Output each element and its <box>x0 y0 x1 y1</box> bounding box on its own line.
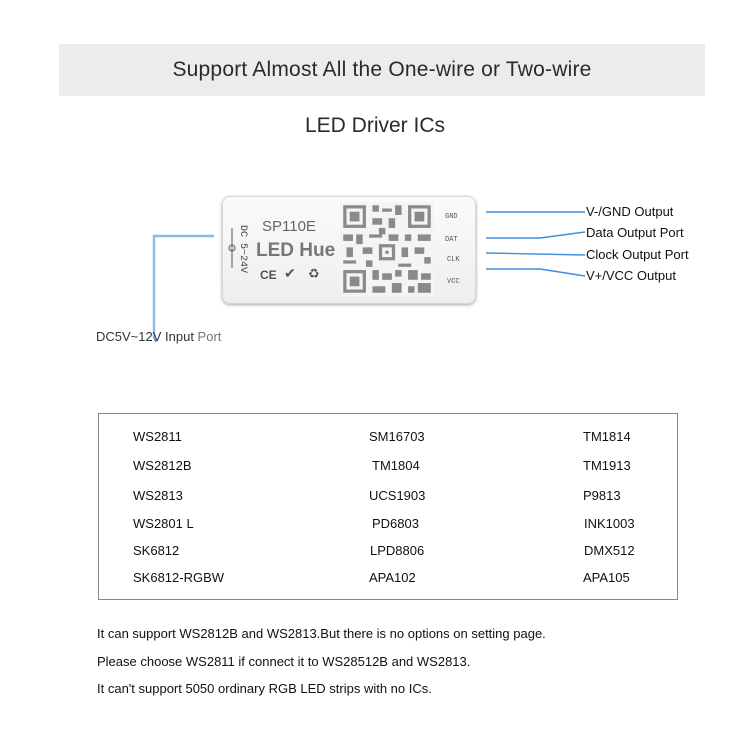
data-line <box>486 232 585 238</box>
ic-cell: WS2811 <box>133 429 182 444</box>
ic-cell: APA102 <box>369 570 416 585</box>
port-data-label: Data Output Port <box>586 225 684 240</box>
ic-cell: DMX512 <box>584 543 635 558</box>
note-line-2: Please choose WS2811 if connect it to WS28512B and WS2813. <box>97 654 471 669</box>
pin-gnd: GND <box>445 213 458 221</box>
ic-cell: P9813 <box>583 488 621 503</box>
ic-cell: UCS1903 <box>369 488 426 503</box>
ic-cell: TM1913 <box>583 458 631 473</box>
clock-line <box>486 253 585 255</box>
device-name: LED Hue <box>256 240 336 261</box>
input-port-tail: Port <box>197 329 222 344</box>
port-gnd-label: V-/GND Output <box>586 204 674 219</box>
input-line <box>154 236 214 342</box>
pin-vcc: VCC <box>447 278 460 286</box>
ic-cell: INK1003 <box>584 516 635 531</box>
pin-clk: CLK <box>447 256 460 264</box>
note-line-1: It can support WS2812B and WS2813.But there is no options on setting page. <box>97 626 546 641</box>
ic-cell: SK6812-RGBW <box>133 570 225 585</box>
ic-cell: WS2812B <box>133 458 192 473</box>
ce-mark: CE <box>260 268 277 282</box>
ic-cell: APA105 <box>583 570 630 585</box>
title-line-1: Support Almost All the One-wire or Two-wire <box>172 58 592 81</box>
ic-cell: TM1814 <box>583 429 631 444</box>
ic-compatibility-table <box>98 413 678 600</box>
input-port-label <box>96 329 221 344</box>
qr-code-icon <box>340 202 434 296</box>
voltage-label: DC 5~24V <box>237 224 248 273</box>
note-line-3: It can't support 5050 ordinary RGB LED strips with no ICs. <box>97 681 432 696</box>
ic-cell: WS2801 L <box>133 516 194 531</box>
sp110e-controller <box>222 196 476 304</box>
ic-cell: TM1804 <box>372 458 420 473</box>
ic-cell: SK6812 <box>133 543 180 558</box>
vcc-line <box>486 269 585 276</box>
ic-cell: LPD8806 <box>370 543 425 558</box>
ic-cell: PD6803 <box>372 516 419 531</box>
input-port-main: DC5V~12V Input <box>96 329 198 344</box>
recycle-icon: ♻ <box>308 266 320 281</box>
port-vcc-label: V+/VCC Output <box>586 268 676 283</box>
device-model: SP110E <box>262 218 316 235</box>
ic-cell: WS2813 <box>133 488 183 503</box>
ic-cell: SM16703 <box>369 429 425 444</box>
port-clock-label: Clock Output Port <box>586 247 689 262</box>
title-line-2: LED Driver ICs <box>304 114 446 137</box>
rohs-icon: ✔ <box>284 265 296 281</box>
pin-dat: DAT <box>445 236 458 244</box>
